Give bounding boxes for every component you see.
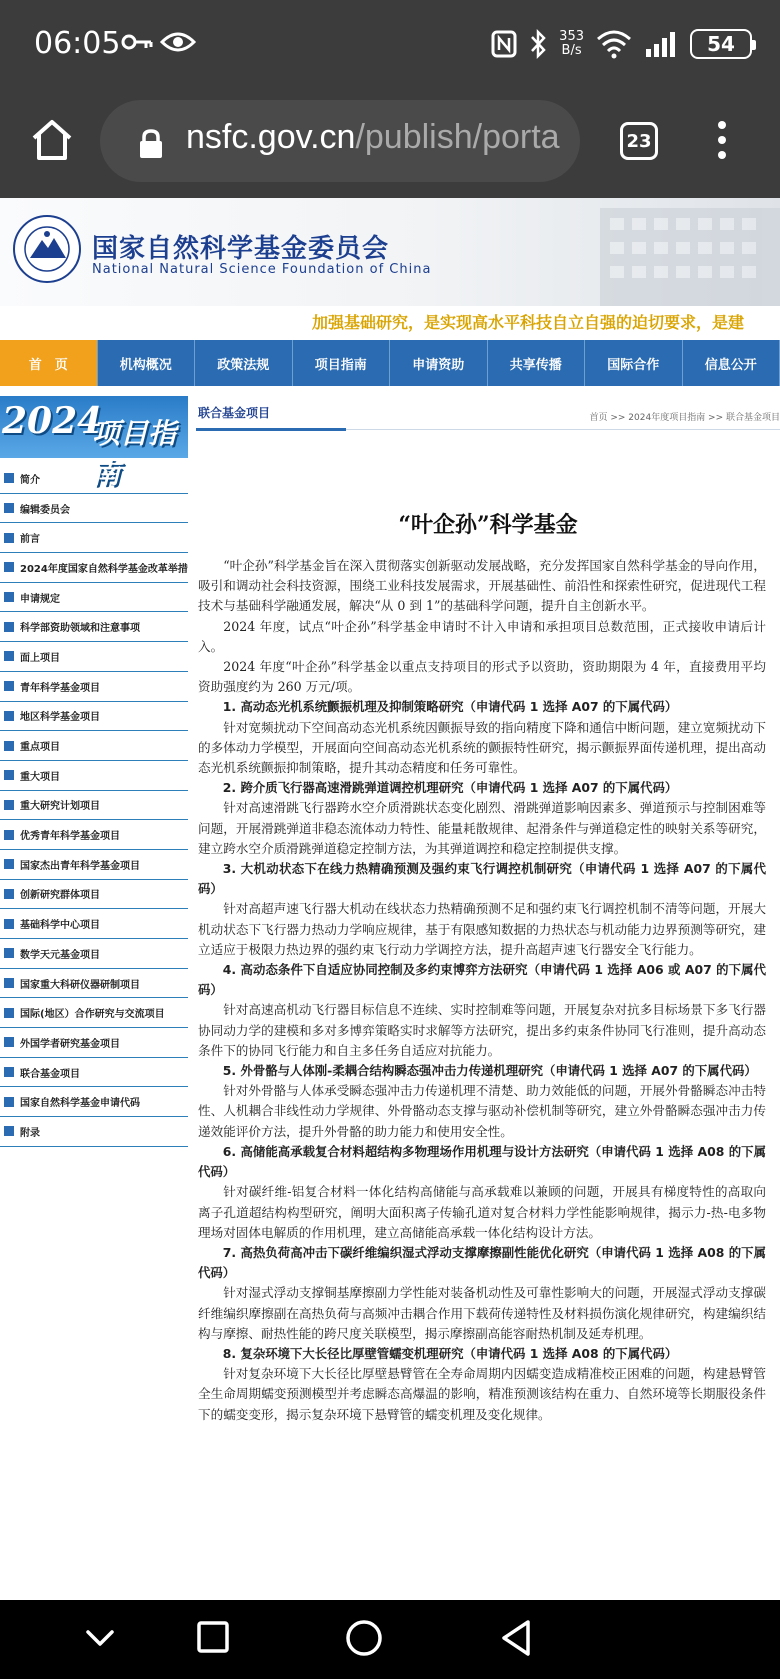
network-speed: 353 B/s (559, 29, 584, 58)
article-paragraph: 针对高超声速飞行器大机动在线状态力热精确预测不足和强约束飞行调控机制不清等问题，开展大机动状态下飞行器力热动力学响应规律，基于有限感知数据的力热状态与机动能力边界预测等研究，建立适应于极限力热边界的强约束飞行动力学调控方法，提升高超声速飞行器安全飞行能力。 (198, 901, 766, 957)
system-nav-bar (0, 1600, 780, 1679)
sidebar-item[interactable] (0, 1087, 188, 1117)
sidebar-item[interactable] (0, 909, 188, 939)
nav-sharing[interactable]: 共享传播 (488, 340, 586, 386)
url-text[interactable]: nsfc.gov.cn/publish/porta (186, 118, 560, 156)
article-heading: 1. 高动态光机系统颤振机理及抑制策略研究（申请代码 1 选择 A07 的下属代码） (222, 699, 678, 715)
bullet-square-icon (4, 741, 14, 751)
sidebar-item-label: 国家自然科学基金申请代码 (20, 1098, 140, 1110)
browser-toolbar (0, 92, 780, 198)
article-heading: 5. 外骨骼与人体刚-柔耦合结构瞬态强冲击力传递机理研究（申请代码 1 选择 A07 的下属代码） (222, 1063, 757, 1079)
article-heading: 2. 跨介质飞行器高速滑跳弹道调控机理研究（申请代码 1 选择 A07 的下属代码） (222, 780, 678, 796)
bullet-square-icon (4, 800, 14, 810)
article-paragraph: 2024 年度，试点“叶企孙”科学基金申请时不计入申请和承担项目总数范围，正式接收申请后计入。 (198, 618, 766, 654)
bullet-square-icon (4, 503, 14, 513)
sidebar-item[interactable] (0, 761, 188, 791)
wifi-icon (596, 29, 632, 59)
sidebar-item-label: 数学天元基金项目 (20, 949, 100, 961)
sidebar-item[interactable] (0, 1058, 188, 1088)
sidebar-item-label: 重大项目 (20, 771, 60, 783)
bullet-square-icon (4, 1067, 14, 1077)
bullet-square-icon (4, 1097, 14, 1107)
slogan-banner (0, 306, 780, 342)
sidebar-item[interactable] (0, 494, 188, 524)
sidebar-item[interactable] (0, 672, 188, 702)
back-icon[interactable] (498, 1618, 534, 1658)
sidebar-item[interactable] (0, 939, 188, 969)
bullet-square-icon (4, 681, 14, 691)
nav-policy[interactable]: 政策法规 (195, 340, 293, 386)
tab-switcher-button[interactable]: 23 (620, 122, 658, 160)
signal-icon (644, 29, 678, 59)
sidebar-item-label: 基础科学中心项目 (20, 920, 100, 932)
bullet-square-icon (4, 1008, 14, 1018)
article-paragraph: 针对复杂环境下大长径比厚壁悬臂管在全寿命周期内因蠕变造成精准校正困难的问题，构建悬臂管全生命周期蠕变预测模型并考虑瞬态高爆温的影响，精准预测该结构在重力、自然环境等长期服役条件下的蠕变变形，揭示复杂环境下悬臂管的蠕变机理及变化规律。 (198, 1366, 766, 1422)
bullet-square-icon (4, 533, 14, 543)
sidebar-item-label: 青年科学基金项目 (20, 682, 100, 694)
main-content (196, 396, 780, 1600)
sidebar-item[interactable] (0, 523, 188, 553)
more-menu-icon[interactable] (712, 116, 732, 166)
bullet-square-icon (4, 770, 14, 780)
site-header (0, 198, 780, 306)
bullet-square-icon (4, 978, 14, 988)
sidebar-item[interactable] (0, 1117, 188, 1147)
bullet-square-icon (4, 1037, 14, 1047)
status-time: 06:05 (34, 26, 121, 61)
bullet-square-icon (4, 919, 14, 929)
key-icon (120, 30, 154, 54)
sidebar-item[interactable] (0, 998, 188, 1028)
article-paragraph: 针对碳纤维-铝复合材料一体化结构高储能与高承载难以兼顾的问题，开展具有梯度特性的高取向离子孔道超结构构型研究，阐明大面积离子传输孔道对复合材料力学性能影响规律，揭示力-热-电多物理场对固体电解质的作用机理，建立高储能高承载一体化结构设计方法。 (198, 1184, 766, 1240)
battery-indicator: 54 (690, 29, 752, 59)
article-heading: 7. 高热负荷高冲击下碳纤维编织湿式浮动支撑摩擦副性能优化研究（申请代码 1 选择 A08 的下属代码） (198, 1244, 766, 1281)
nav-about[interactable]: 机构概况 (98, 340, 196, 386)
sidebar-item-label: 创新研究群体项目 (20, 890, 100, 902)
article-heading: 3. 大机动状态下在线力热精确预测及强约束飞行调控机制研究（申请代码 1 选择 A07 的下属代码） (198, 861, 766, 897)
nsfc-logo (12, 214, 82, 284)
bullet-square-icon (4, 592, 14, 602)
sidebar-item[interactable] (0, 553, 188, 583)
article-paragraph: 针对宽频扰动下空间高动态光机系统因颤振导致的指向精度下降和通信中断问题，建立宽频扰动下的多体动力学模型，开展面向空间高动态光机系统的颤振特性研究，揭示颤振界面传递机理，提出高动态光机系统颤振抑制策略，提升其动态精度和任务可靠性。 (198, 719, 766, 776)
banner-year: 2024 (2, 400, 103, 442)
bullet-square-icon (4, 622, 14, 632)
sidebar-item[interactable] (0, 969, 188, 999)
bullet-square-icon (4, 562, 14, 572)
address-bar[interactable] (100, 100, 580, 182)
article-heading: 8. 复杂环境下大长径比厚壁管蠕变机理研究（申请代码 1 选择 A08 的下属代码） (222, 1345, 678, 1361)
bluetooth-icon (529, 29, 547, 59)
section-underline (196, 428, 346, 431)
web-page (0, 198, 780, 1600)
section-header (196, 396, 780, 430)
main-nav (0, 340, 780, 386)
collapse-chevron-icon[interactable] (84, 1618, 116, 1658)
sidebar-item-label: 前言 (20, 534, 40, 546)
sidebar-item-label: 申请规定 (20, 593, 60, 605)
article-body (198, 556, 766, 1425)
bullet-square-icon (4, 651, 14, 661)
article-paragraph: “叶企孙”科学基金旨在深入贯彻落实创新驱动发展战略，充分发挥国家自然科学基金的导向作用，吸引和调动社会科技资源，围绕工业科技发展需求，开展基础性、前沿性和探索性研究，促进现代工程技术与基础科学融通发展，解决“从 0 到 1”的基础科学问题，提升自主创新水平。 (198, 558, 766, 614)
bullet-square-icon (4, 859, 14, 869)
recents-icon[interactable] (196, 1618, 230, 1658)
article-heading: 4. 高动态条件下自适应协同控制及多约束博弈方法研究（申请代码 1 选择 A06 或 A07 的下属代码） (198, 962, 766, 998)
sidebar-item[interactable] (0, 1028, 188, 1058)
sidebar-item-label: 面上项目 (20, 652, 60, 664)
sidebar-item[interactable] (0, 880, 188, 910)
home-icon[interactable] (28, 116, 76, 164)
article-paragraph: 针对外骨骼与人体承受瞬态强冲击力传递机理不清楚、助力效能低的问题，开展外骨骼瞬态冲击特性、人机耦合非线性动力学规律、外骨骼动态支撑与驱动补偿机制等研究，建立外骨骼瞬态强冲击力传递效能评价方法，提升外骨骼的助力能力和使用安全性。 (198, 1083, 766, 1139)
sidebar-item-label: 外国学者研究基金项目 (20, 1038, 120, 1050)
site-title-cn: 国家自然科学基金委员会 (92, 234, 390, 264)
article-title: “叶企孙”科学基金 (398, 512, 578, 538)
sidebar-item[interactable] (0, 791, 188, 821)
sidebar-item-label: 联合基金项目 (20, 1068, 80, 1080)
bullet-square-icon (4, 830, 14, 840)
banner-title: 项目指南 (92, 417, 177, 490)
article-paragraph: 2024 年度“叶企孙”科学基金以重点支持项目的形式予以资助，资助期限为 4 年，直接费用平均资助强度约为 260 万元/项。 (198, 659, 766, 695)
sidebar-item-label: 附录 (20, 1127, 40, 1139)
site-title-en: National Natural Science Foundation of China (92, 262, 432, 277)
nav-funding[interactable]: 申请资助 (390, 340, 488, 386)
nav-guide[interactable]: 项目指南 (293, 340, 391, 386)
sidebar-item-label: 国际(地区）合作研究与交流项目 (20, 1009, 165, 1021)
sidebar-item-label: 重点项目 (20, 742, 60, 754)
building-graphic (480, 198, 780, 306)
sidebar-item[interactable] (0, 612, 188, 642)
sidebar-item-label: 地区科学基金项目 (20, 712, 100, 724)
sidebar-item[interactable] (0, 583, 188, 613)
bullet-square-icon (4, 889, 14, 899)
article-paragraph: 针对高速滑跳飞行器跨水空介质滑跳状态变化剧烈、滑跳弹道影响因素多、弹道预示与控制困难等问题，开展滑跳弹道非稳态流体动力特性、能量耗散规律、起滑条件与弹道稳定性的映射关系等研究，建立跨水空介质滑跳弹道稳定控制方法，为其弹道调控和稳定控制提供支撑。 (198, 800, 766, 856)
section-title: 联合基金项目 (198, 406, 271, 420)
sidebar-item-label: 编辑委员会 (20, 504, 70, 516)
article-paragraph: 针对高速高机动飞行器目标信息不连续、实时控制难等问题，开展复杂对抗多目标场景下多飞行器协同动力学的建模和多对多博弈策略实时求解等方法研究，提出多约束条件协同飞行准则，提升高动态条件下的协同飞行能力和自主多任务自适应对抗能力。 (198, 1002, 766, 1058)
nav-disclosure[interactable]: 信息公开 (683, 340, 780, 386)
nav-international[interactable]: 国际合作 (585, 340, 683, 386)
sidebar-item-label: 2024年度国家自然科学基金改革举措 (20, 563, 188, 575)
status-bar (0, 0, 780, 92)
eye-icon (160, 30, 196, 54)
sidebar-item-label: 科学部资助领域和注意事项 (20, 623, 140, 635)
sidebar-item-label: 简介 (20, 474, 40, 486)
bullet-square-icon (4, 711, 14, 721)
sidebar-item-label: 重大研究计划项目 (20, 801, 100, 813)
sidebar-item-label: 国家杰出青年科学基金项目 (20, 860, 140, 872)
bullet-square-icon (4, 948, 14, 958)
sidebar-item-label: 优秀青年科学基金项目 (20, 831, 120, 843)
sidebar-item[interactable] (0, 820, 188, 850)
sidebar-item[interactable] (0, 850, 188, 880)
bullet-square-icon (4, 1126, 14, 1136)
home-nav-icon[interactable] (344, 1618, 384, 1658)
article-paragraph: 针对湿式浮动支撑铜基摩擦副力学性能对装备机动性及可靠性影响大的问题，开展湿式浮动支撑碳纤维编织摩擦副在高热负荷与高频冲击耦合作用下载荷传递特性及材料损伤演化规律研究，构建编织结构与摩擦、耐热性能的跨尺度关联模型，揭示摩擦副高能容耐热机制及延寿机理。 (198, 1285, 766, 1341)
sidebar-item[interactable] (0, 642, 188, 672)
sidebar-item[interactable] (0, 731, 188, 761)
lock-icon[interactable] (138, 128, 164, 160)
bullet-square-icon (4, 473, 14, 483)
sidebar-list (0, 464, 188, 1147)
sidebar (0, 396, 188, 1147)
article-heading: 6. 高储能高承载复合材料超结构多物理场作用机理与设计方法研究（申请代码 1 选择 A08 的下属代码） (198, 1143, 766, 1180)
breadcrumb[interactable]: 首页 >> 2024年度项目指南 >> 联合基金项目 (589, 413, 780, 423)
nfc-icon (491, 30, 517, 58)
nav-home[interactable]: 首 页 (0, 340, 98, 386)
sidebar-item[interactable] (0, 702, 188, 732)
slogan-text: 加强基础研究，是实现高水平科技自立自强的迫切要求，是建 (312, 313, 745, 332)
sidebar-item-label: 国家重大科研仪器研制项目 (20, 979, 140, 991)
